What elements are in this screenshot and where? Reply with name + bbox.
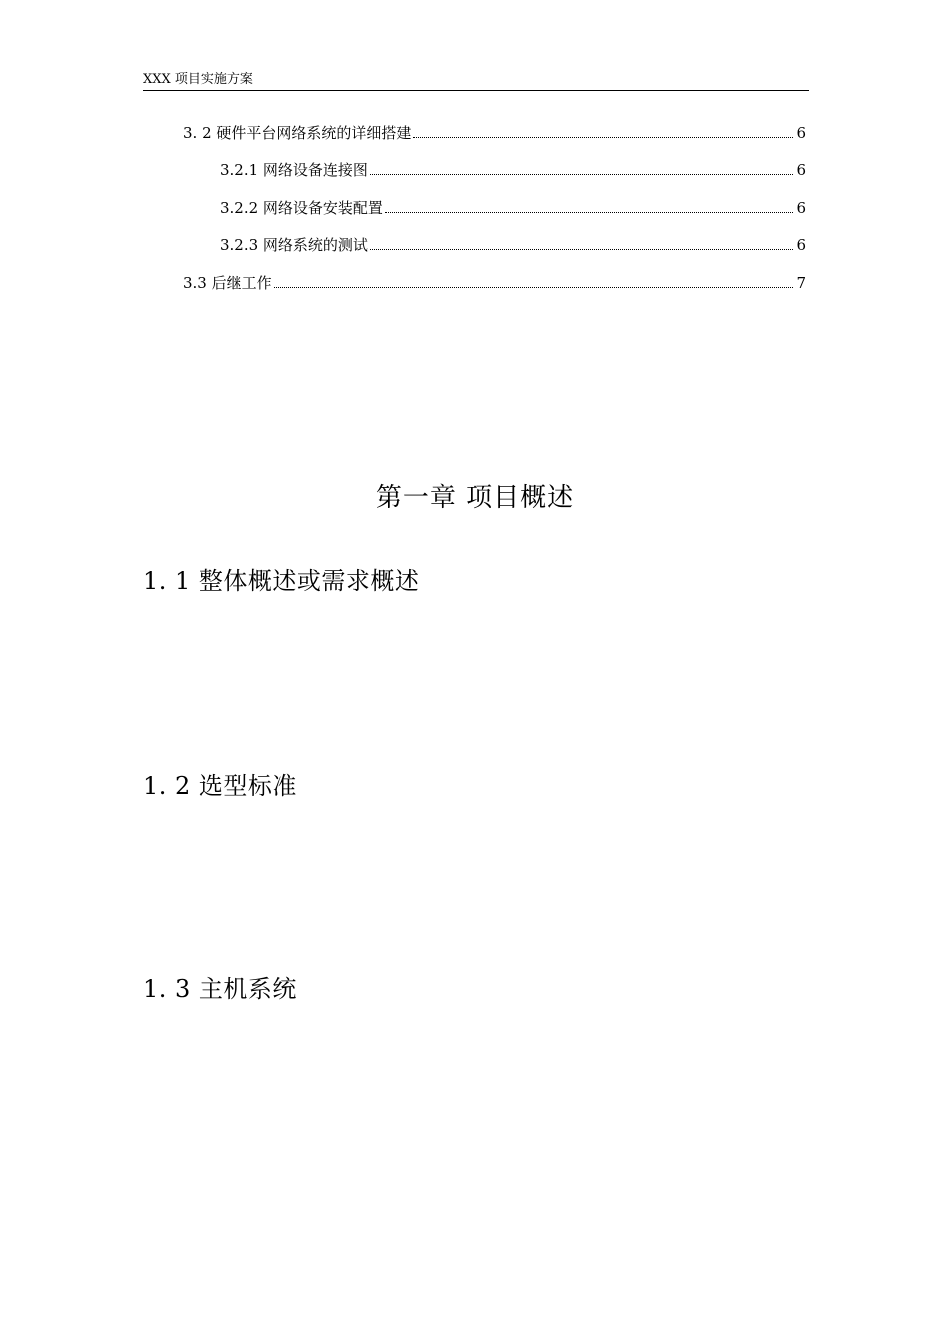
toc-dot-leader (274, 286, 794, 288)
toc-dot-leader (370, 173, 794, 175)
toc-entry[interactable] (183, 271, 806, 293)
toc-entry-page: 6 (796, 236, 806, 254)
toc-entry[interactable] (220, 233, 806, 255)
section-heading: 1. 2 选型标准 (143, 772, 297, 800)
toc-dot-leader (413, 136, 793, 138)
header-title: XXX 项目实施方案 (143, 72, 253, 87)
chapter-title: 第一章 项目概述 (375, 483, 575, 513)
toc-entry-title: 3.2.3 网络系统的测试 (220, 236, 368, 254)
toc-entry-title: 3.2.1 网络设备连接图 (220, 161, 368, 179)
toc-entry-page: 6 (796, 124, 806, 142)
section-heading: 1. 1 整体概述或需求概述 (143, 567, 420, 595)
toc-dot-leader (370, 248, 794, 250)
toc-entry[interactable] (183, 121, 806, 143)
toc-entry-title: 3. 2 硬件平台网络系统的详细搭建 (183, 124, 412, 142)
toc-entry-title: 3.3 后继工作 (183, 274, 272, 292)
toc-entry-title: 3.2.2 网络设备安装配置 (220, 199, 383, 217)
toc-entry[interactable] (220, 196, 806, 218)
toc-entry-page: 6 (796, 199, 806, 217)
table-of-contents (0, 0, 950, 300)
toc-entry[interactable] (220, 158, 806, 180)
toc-dot-leader (385, 211, 794, 213)
toc-entry-page: 7 (796, 274, 806, 292)
toc-entry-page: 6 (796, 161, 806, 179)
section-heading: 1. 3 主机系统 (143, 975, 297, 1003)
